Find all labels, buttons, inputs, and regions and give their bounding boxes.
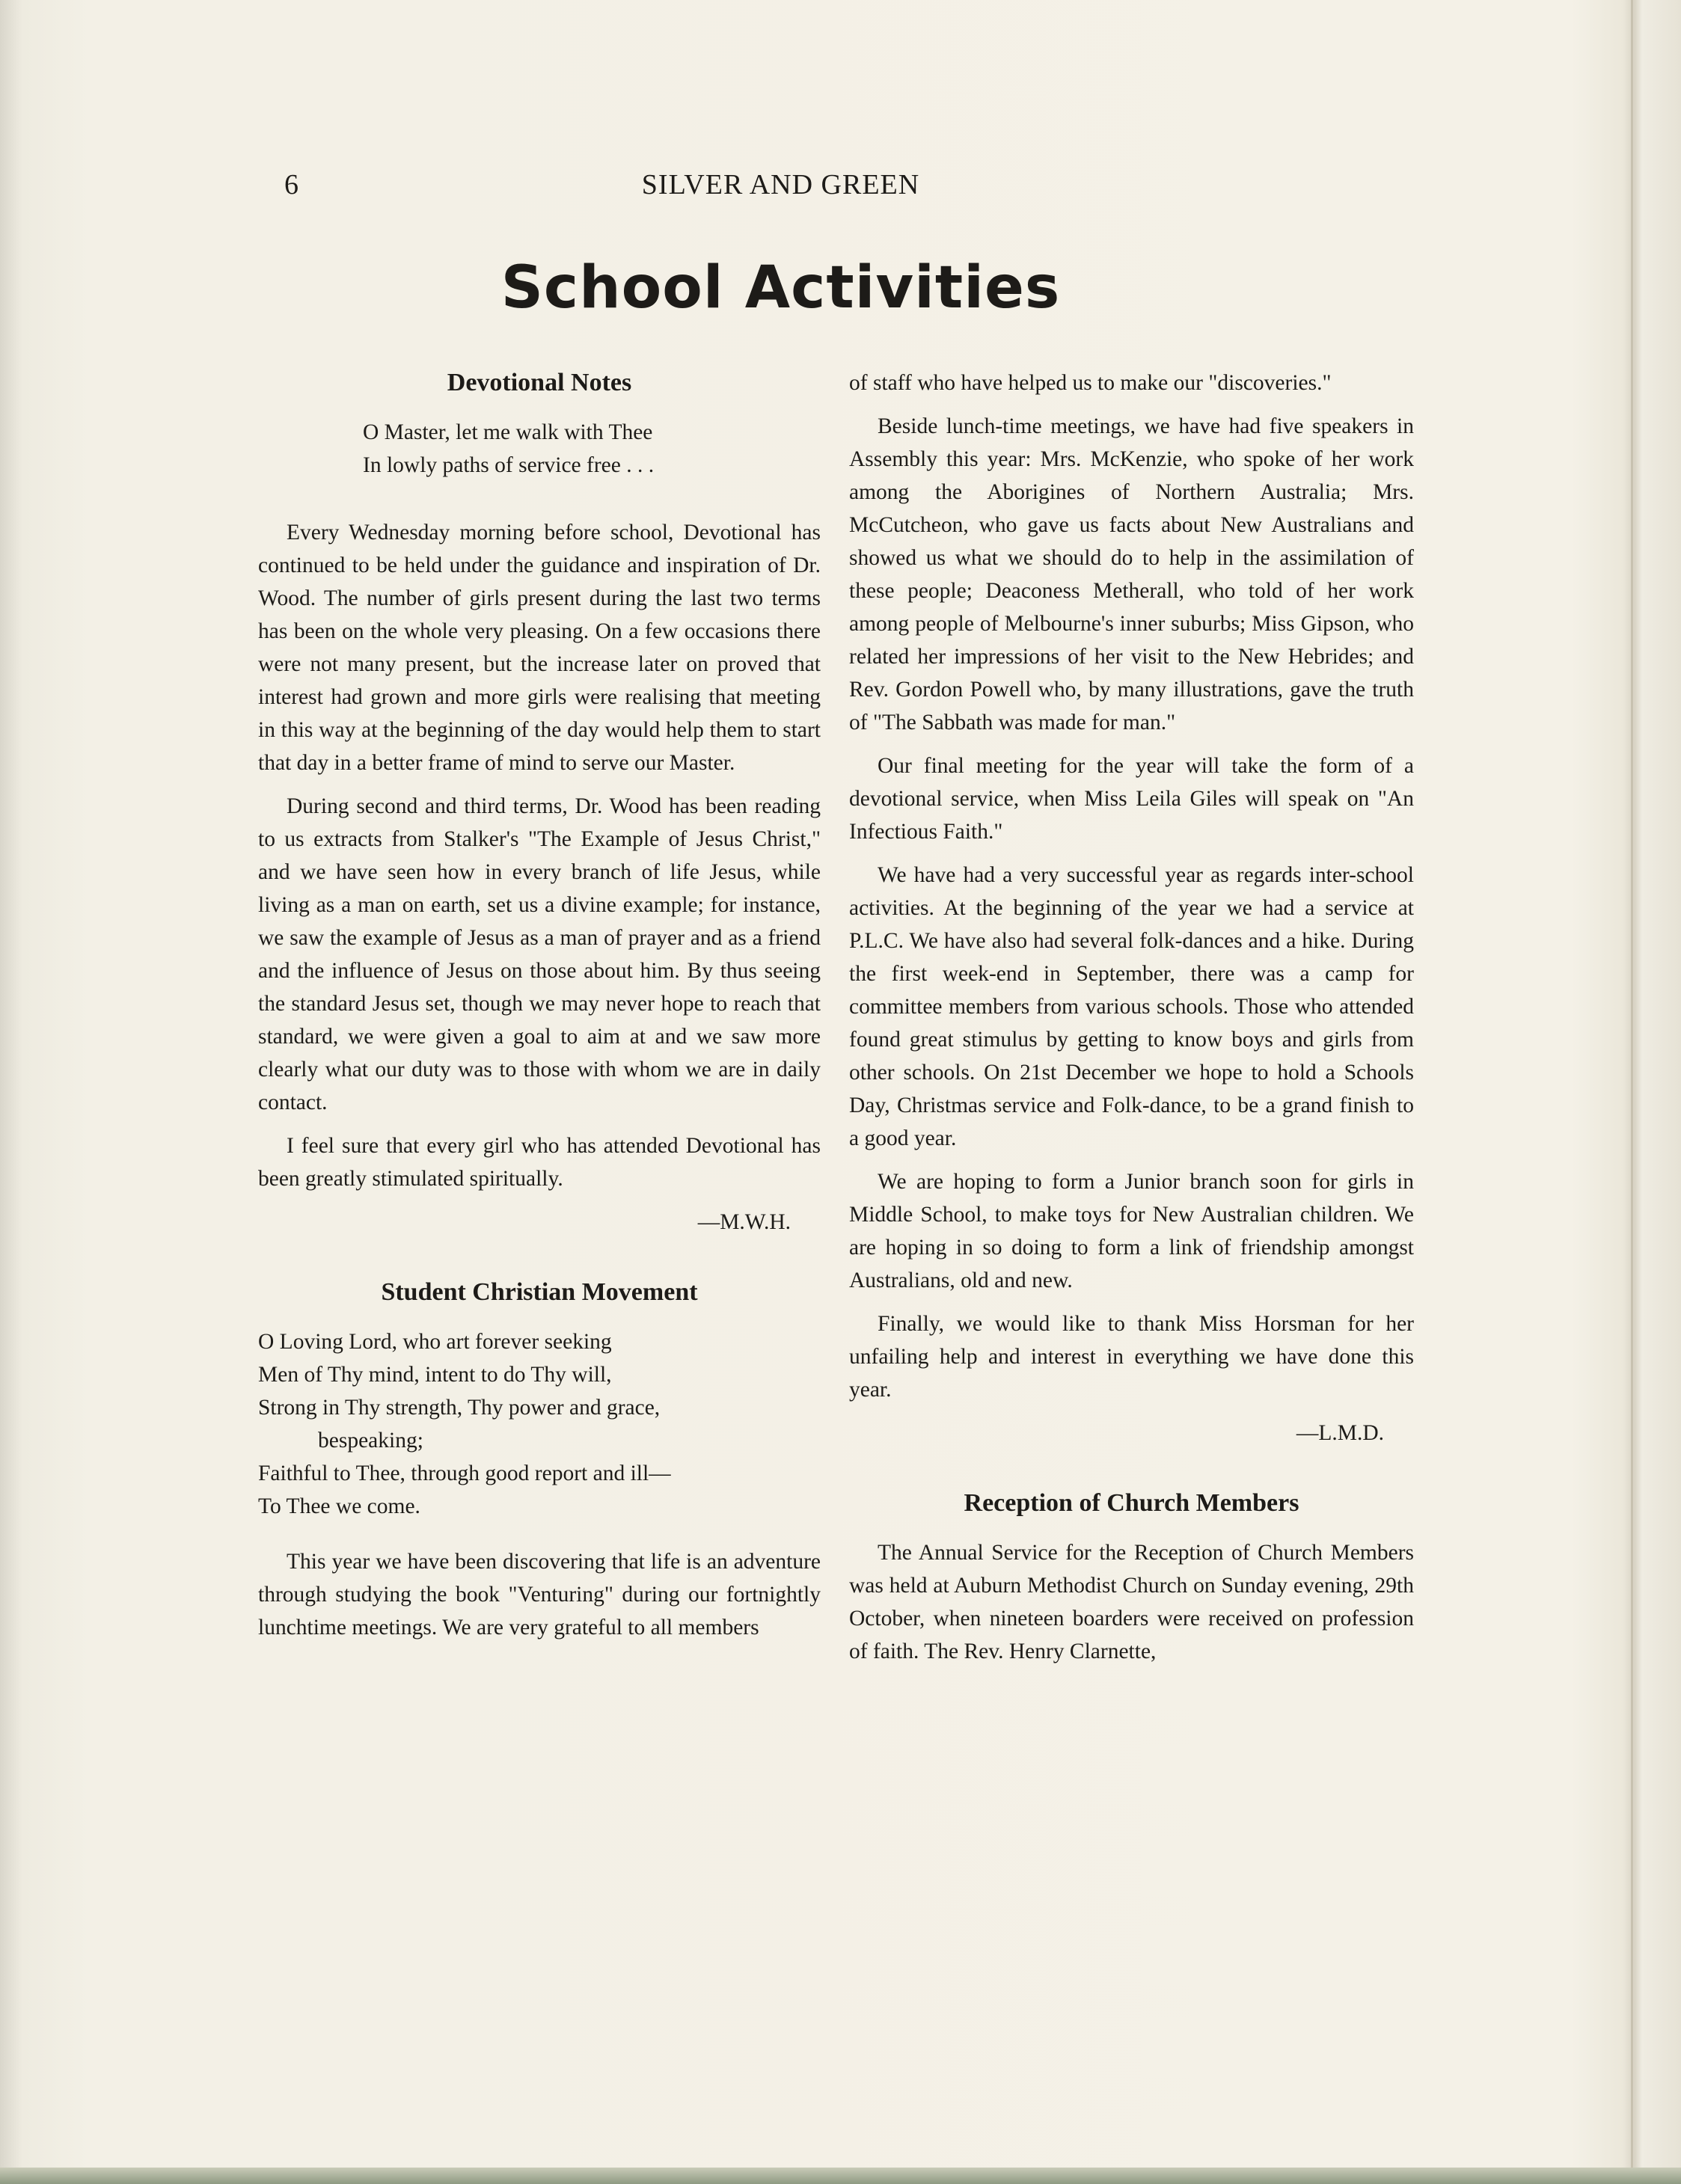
poem-line: To Thee we come. <box>258 1494 420 1518</box>
left-column <box>258 366 821 1654</box>
paragraph: We have had a very successful year as regards inter-school activities. At the beginning of the year we had a service at P.L.C. We have also had several folk-dances and a hike. During the first week-end in September, there was a camp for committee members from various schools. Those who attended found great stimulus by getting to know boys and girls from other schools. On 21st December we hope to hold a Schools Day, Christmas service and Folk-dance, to be a grand finish to a good year. <box>849 863 1414 1150</box>
poem-line: In lowly paths of service free . . . <box>363 453 655 477</box>
paragraph: During second and third terms, Dr. Wood has been reading to us extracts from Stalker's "The Example of Jesus Christ," and we have seen how in every branch of life Jesus, while living as a man on earth, set us a divine example; for instance, we saw the example of Jesus as a man of prayer and as a friend and the influence of Jesus on those about him. By thus seeing the standard Jesus set, though we may never hope to reach that standard, we were given a goal to aim at and we saw more clearly what our duty was to those with whom we are in daily contact. <box>258 794 821 1114</box>
paragraph: We are hoping to form a Junior branch soon for girls in Middle School, to make toys for New Australian children. We are hoping in so doing to form a link of friendship amongst Australians, old and new. <box>849 1170 1414 1292</box>
poem-line: O Loving Lord, who art forever seeking <box>258 1330 612 1354</box>
poem-line: bespeaking; <box>318 1429 423 1453</box>
paragraph: Beside lunch-time meetings, we have had five speakers in Assembly this year: Mrs. McKenzie, who spoke of her work among the Aborigines of Northern Australia; Mrs. McCutcheon, who gave us facts about New Australians and showed us what we should do to help in the assimilation of these people; Deaconess Metherall, who told of her work among people of Melbourne's inner suburbs; Miss Gipson, who related her impressions of her visit to the New Hebrides; and Rev. Gordon Powell who, by many illustrations, gave the truth of "The Sabbath was made for man." <box>849 414 1414 734</box>
paragraph: I feel sure that every girl who has attended Devotional has been greatly stimulated spiritually. <box>258 1134 821 1191</box>
poem-line: Men of Thy mind, intent to do Thy will, <box>258 1363 612 1387</box>
page-edge <box>1631 0 1633 2184</box>
paragraph: This year we have been discovering that life is an adventure through studying the book "Venturing" during our fortnightly lunchtime meetings. We are very grateful to all members <box>258 1550 821 1639</box>
running-title: SILVER AND GREEN <box>641 169 920 200</box>
paragraph: Finally, we would like to thank Miss Horsman for her unfailing help and interest in everything we have done this year. <box>849 1312 1414 1402</box>
scm-poem <box>258 1325 821 1523</box>
signature: —M.W.H. <box>697 1210 791 1234</box>
scan-border <box>0 2168 1681 2184</box>
scm-heading: Student Christian Movement <box>381 1278 698 1306</box>
page-number: 6 <box>284 169 298 200</box>
paragraph: Every Wednesday morning before school, Devotional has continued to be held under the guidance and inspiration of Dr. Wood. The number of girls present during the last two terms has been on the whole very pleasing. On a few occasions there were not many present, but the increase later on proved that interest had grown and more girls were realising that meeting in this way at the beginning of the day would help them to start that day in a better frame of mind to serve our Master. <box>258 521 821 775</box>
poem-line: Strong in Thy strength, Thy power and grace, <box>258 1396 661 1420</box>
page-title: School Activities <box>500 254 1061 322</box>
paragraph: The Annual Service for the Reception of Church Members was held at Auburn Methodist Church on Sunday evening, 29th October, when nineteen boarders were received on profession of faith. The Rev. Henry Clarnette, <box>849 1541 1414 1663</box>
devotional-heading: Devotional Notes <box>447 369 632 396</box>
right-column <box>849 366 1414 1678</box>
signature: —L.M.D. <box>1296 1421 1384 1445</box>
paragraph: of staff who have helped us to make our "discoveries." <box>849 371 1332 395</box>
poem-line: Faithful to Thee, through good report and ill— <box>258 1461 671 1485</box>
reception-heading: Reception of Church Members <box>964 1489 1299 1517</box>
devotional-poem <box>258 416 821 482</box>
poem-line: O Master, let me walk with Thee <box>363 420 653 444</box>
paragraph: Our final meeting for the year will take the form of a devotional service, when Miss Leila Giles will speak on "An Infectious Faith." <box>849 754 1414 844</box>
